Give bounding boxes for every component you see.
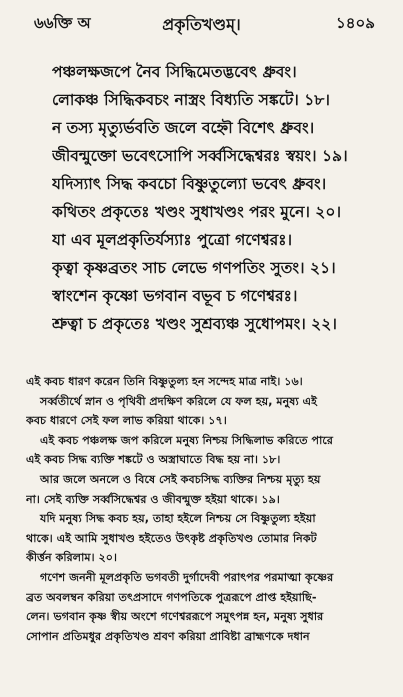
commentary-line: না। সেই ব্যক্তি সর্ব্বসিদ্ধেশ্বর ও জীবন্মুক্ত হইয়া থাকে। ১৯। [26,492,280,506]
commentary-line: লেন। ভগবান কৃষ্ণ স্বীয় অংশে গণেশ্বররূপে সমুৎপন্ন হন, মনুষ্য সুধার [26,610,324,624]
commentary-line: যদি মনুষ্য সিদ্ধ কবচ হয়, তাহা হইলে নিশ্চয় সে বিষ্ণুতুল্য হইয়া [40,512,316,526]
commentary-line: গণেশ জননী মূলপ্রকৃতি ভগবতী দুর্গাদেবী পরাৎপর পরমাত্মা কৃষ্ণের [40,570,334,584]
verse-line: যা এব মূলপ্রকৃতির্যস্যাঃ পুত্রো গণেশ্বরঃ। [52,231,293,249]
verse-line: কৃত্বা কৃষ্ণব্রতং সাচ লেভে গণপতিং সুতং। ২১। [52,259,336,277]
verse-line: জীবন্মুক্তো ভবেৎসোপি সর্ব্বসিদ্ধেশ্বরঃ স্বয়ং। ১৯। [52,147,348,165]
page-header [0,0,403,36]
running-head-left: ৬৬ক্তি অ [34,14,91,32]
commentary-block [26,372,392,646]
verse-line: পঞ্চলক্ষজপে নৈব সিদ্ধিমেতদ্ভবেৎ ধ্রুবং। [52,63,297,81]
commentary-line: আর জলে অনলে ও বিষে সেই কবচসিদ্ধ ব্যক্তির নিশ্চয় মৃত্যু হয় [40,472,321,486]
commentary-line: এই কবচ ধারণ করেন তিনি বিষ্ণুতুল্য হন সন্দেহ মাত্র নাই। ১৬। [26,375,303,388]
commentary-line: কবচ ধারণে সেই ফল লাভ করিয়া থাকে। ১৭। [26,414,227,428]
page-title: প্রকৃতিখণ্ডম্‌। [162,15,241,34]
verse-line: লোকঞ্চ সিদ্ধিকবচং নাস্ত্রং বিধ্যতি সঙ্কটে। ১৮। [52,91,330,109]
verse-line: স্বাংশেন কৃষ্ণো ভগবান বভূব চ গণেশ্বরঃ। [52,287,298,305]
page-number: ১৪০৯ [336,14,375,32]
commentary-line: সর্ব্বতীর্থে স্নান ও পৃথিবী প্রদক্ষিণ করিলে যে ফল হয়, মনুষ্য এই [40,394,317,408]
commentary-line: এই কবচ সিদ্ধ ব্যক্তি শঙ্কটে ও অস্ত্রাঘাতে বিদ্ধ হয় না। ১৮। [26,453,281,467]
commentary-line: থাকে। এই আমি সুধাখণ্ড হইতেও উৎকৃষ্ট প্রকৃতিখণ্ড তোমার নিকট [26,531,317,545]
verse-line: কথিতং প্রকৃতেঃ খণ্ডং সুধাখণ্ডং পরং মুনে। ২০। [52,203,341,221]
verse-line: শ্রুত্বা চ প্রকৃতেঃ খণ্ডং সুশ্রব্যঞ্চ সুধোপমং। ২২। [52,315,337,333]
commentary-line: সোপান প্রতিমধুর প্রকৃতিখণ্ড শ্রবণ করিয়া প্রাবিষ্টা ব্রাহ্মণকে দধান [26,629,310,643]
verse-block [52,58,392,338]
commentary-line: কীর্ত্তন করিলাম। ২০। [26,551,118,565]
verse-line: যদিস্যাৎ সিদ্ধ কবচো বিষ্ণুতুল্যো ভবেৎ ধ্রুবং। [52,175,327,193]
verse-line: ন তস্য মৃত্যুর্ভবতি জলে বহ্নৌ বিশেৎ ধ্রুবং। [52,119,315,137]
commentary-line: ব্রত অবলম্বন করিয়া তৎপ্রসাদে গণপতিকে পুত্ররূপে প্রাপ্ত হইয়াছি- [26,590,317,604]
commentary-line: এই কবচ পঞ্চলক্ষ জপ করিলে মনুষ্য নিশ্চয় সিদ্ধিলাভ করিতে পারে [40,433,333,447]
